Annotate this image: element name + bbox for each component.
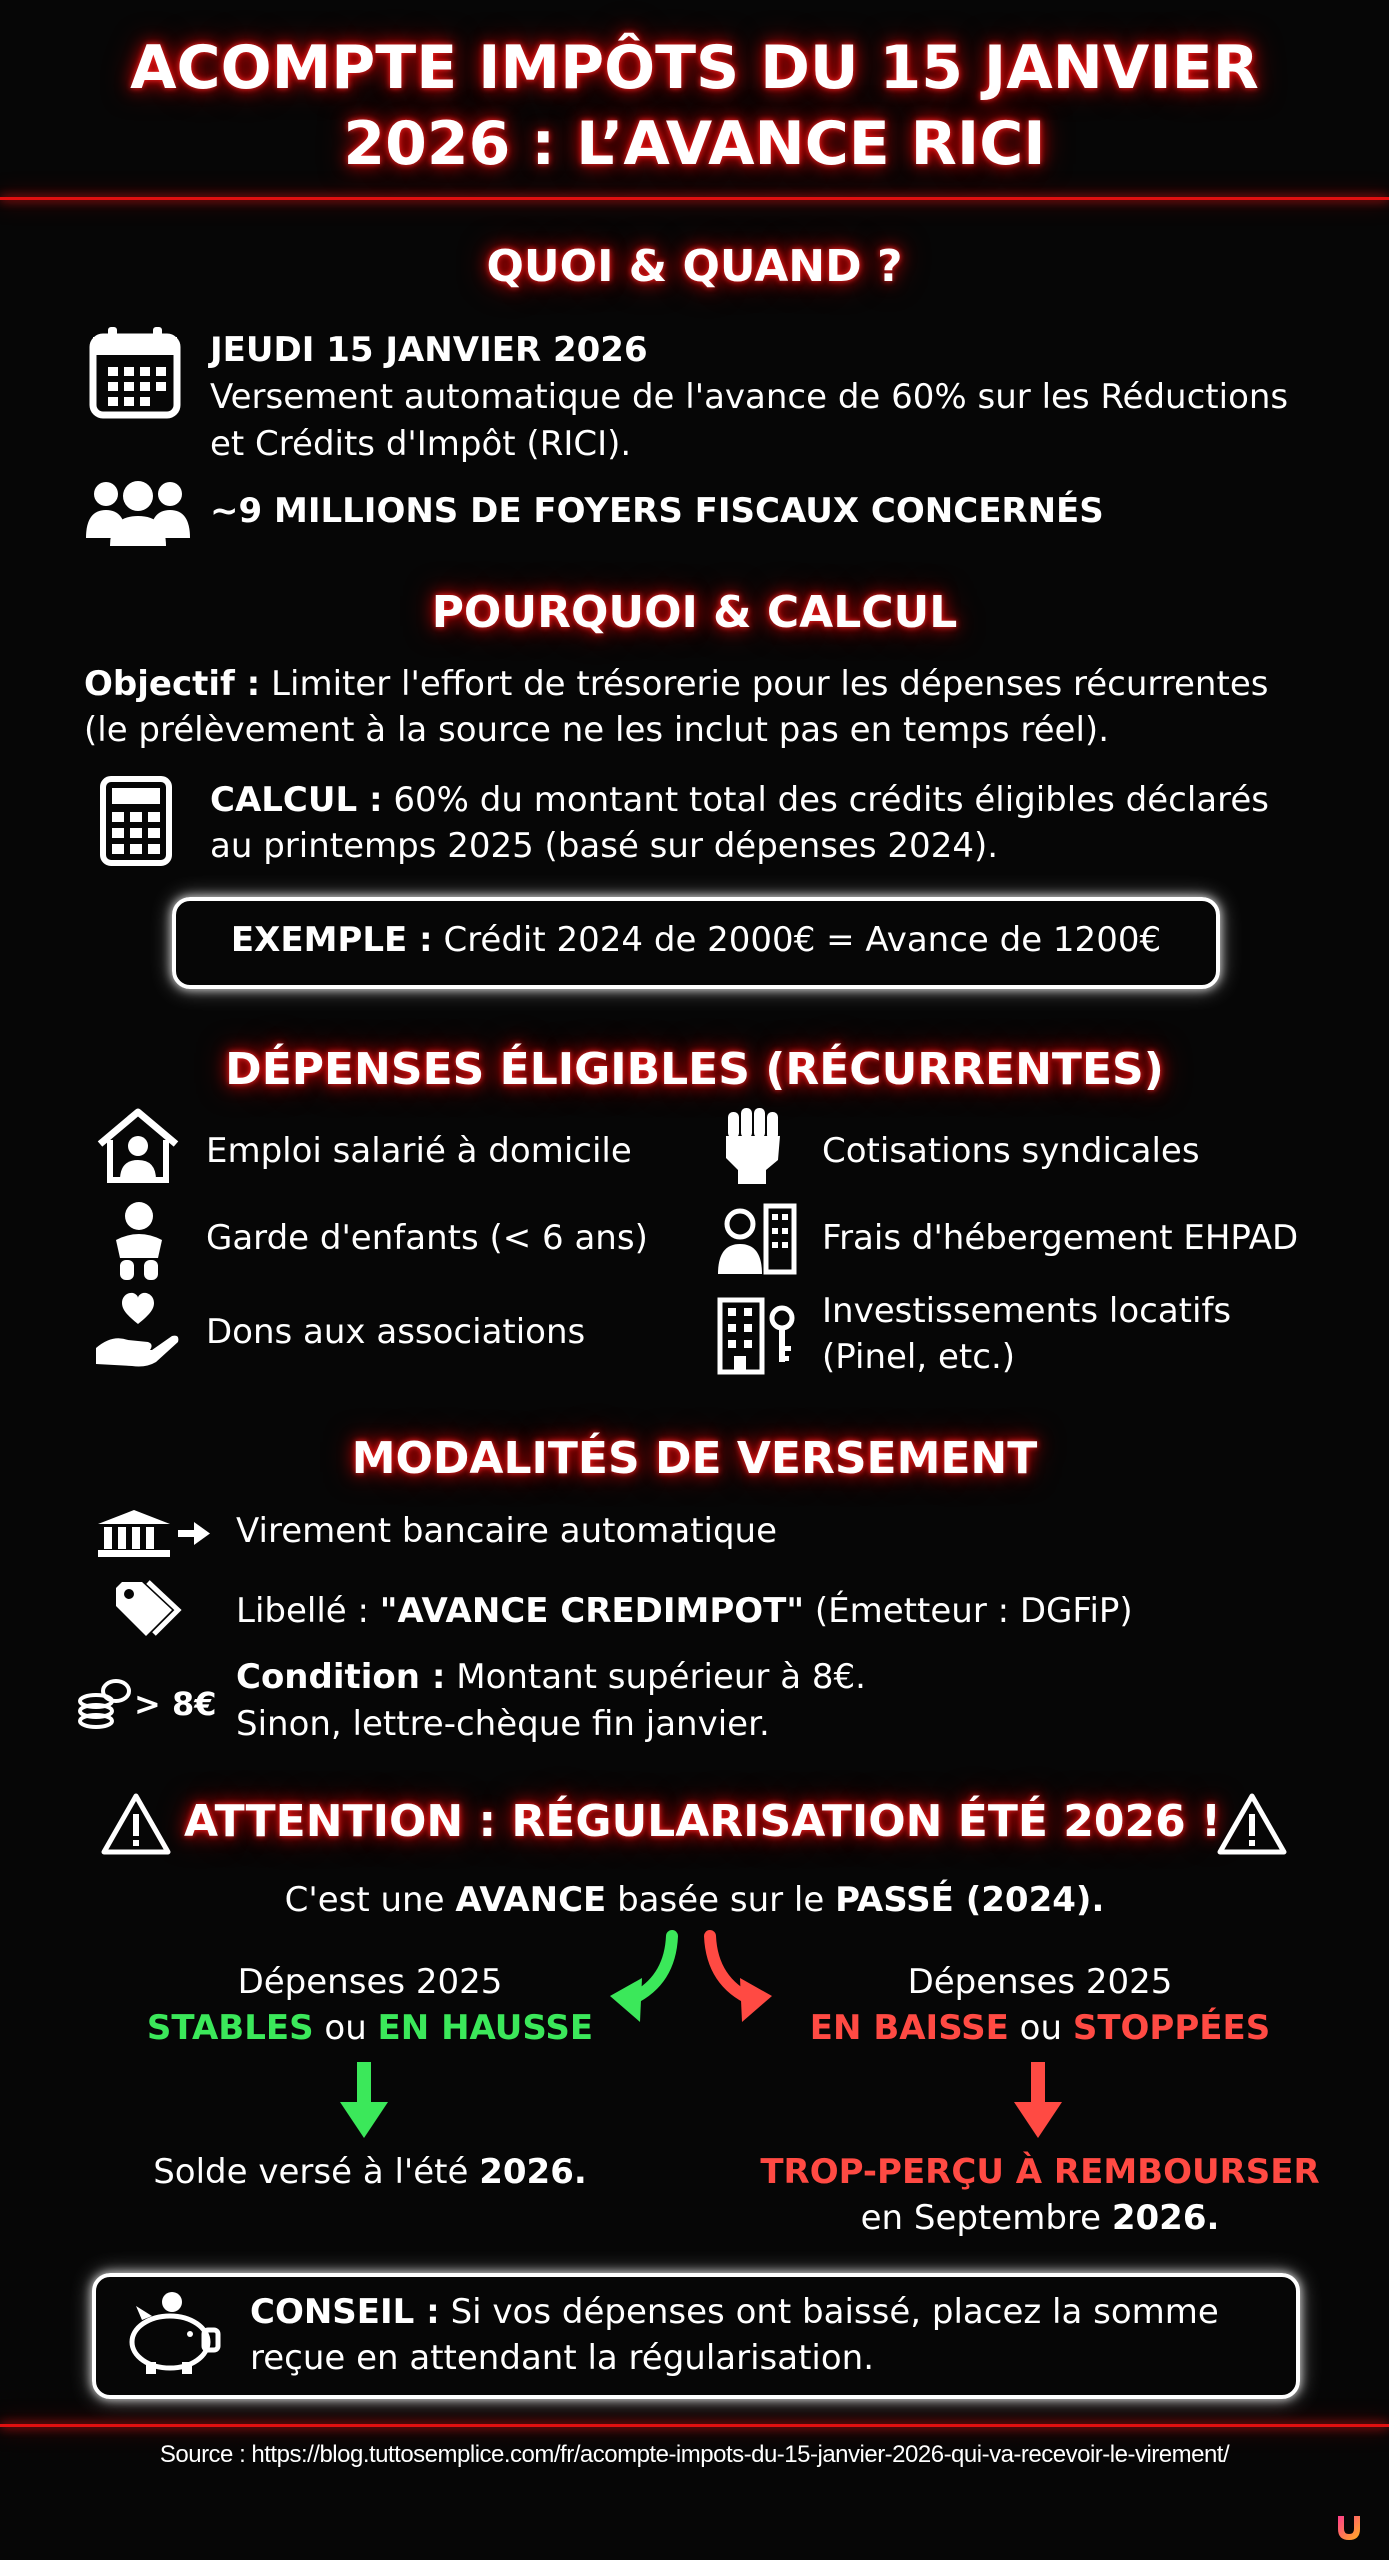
coins-icon — [76, 1677, 132, 1729]
brand-logo-icon — [1334, 2512, 1364, 2542]
attention-heading: ATTENTION : RÉGULARISATION ÉTÉ 2026 ! — [184, 1796, 1222, 1847]
depense-ehpad: Frais d'hébergement EHPAD — [822, 1218, 1299, 1258]
calcul-line-1: CALCUL : 60% du montant total des crédits éligibles déclarés — [210, 780, 1269, 820]
red-down-arrow-icon — [1010, 2060, 1066, 2140]
footer-divider — [0, 2424, 1389, 2427]
section-depenses-heading: DÉPENSES ÉLIGIBLES (RÉCURRENTES) — [225, 1044, 1164, 1095]
left-case-words: STABLES ou EN HAUSSE — [146, 2008, 594, 2048]
building-key-icon — [716, 1296, 798, 1376]
left-case-title: Dépenses 2025 — [237, 1962, 503, 2002]
section-pourquoi-heading: POURQUOI & CALCUL — [431, 587, 958, 638]
raised-fist-icon — [720, 1104, 786, 1186]
right-case-words: EN BAISSE ou STOPPÉES — [809, 2008, 1271, 2048]
coin-threshold-label: > 8€ — [134, 1685, 217, 1723]
depense-dons: Dons aux associations — [206, 1312, 586, 1352]
date-line-2: et Crédits d'Impôt (RICI). — [210, 424, 632, 464]
condition-line-1: Condition : Montant supérieur à 8€. — [236, 1657, 866, 1697]
piggy-bank-icon — [120, 2290, 226, 2374]
people-icon — [84, 476, 192, 546]
exemple-text: EXEMPLE : Crédit 2024 de 2000€ = Avance de 1200€ — [230, 920, 1162, 960]
tag-icon — [112, 1580, 188, 1640]
conseil-line-2: reçue en attendant la régularisation. — [250, 2338, 875, 2378]
attention-subtitle: C'est une AVANCE basée sur le PASSÉ (2024). — [284, 1880, 1105, 1920]
depense-emploi: Emploi salarié à domicile — [206, 1131, 632, 1171]
title-line-2: 2026 : L’AVANCE RICI — [343, 109, 1046, 179]
depense-cotisations: Cotisations syndicales — [822, 1131, 1200, 1171]
libelle-text: Libellé : "AVANCE CREDIMPOT" (Émetteur : DGFiP) — [236, 1591, 1133, 1631]
title-divider — [0, 197, 1389, 200]
date-line-1: Versement automatique de l'avance de 60% sur les Réductions — [210, 377, 1289, 417]
objectif-line-2: (le prélèvement à la source ne les inclut pas en temps réel). — [84, 710, 1109, 750]
right-case-result-2: en Septembre 2026. — [860, 2198, 1220, 2238]
donation-hand-icon — [92, 1290, 184, 1370]
depense-investissements-detail: (Pinel, etc.) — [822, 1337, 1016, 1377]
depense-garde: Garde d'enfants (< 6 ans) — [206, 1218, 648, 1258]
warning-icon-right — [1216, 1792, 1288, 1856]
calendar-icon — [88, 325, 182, 420]
depense-investissements: Investissements locatifs — [822, 1291, 1232, 1331]
right-case-result-1: TROP-PERÇU À REMBOURSER — [760, 2152, 1320, 2192]
section-modalites-heading: MODALITÉS DE VERSEMENT — [351, 1433, 1038, 1484]
calcul-line-2: au printemps 2025 (basé sur dépenses 2024). — [210, 826, 999, 866]
foyers-text: ~9 MILLIONS DE FOYERS FISCAUX CONCERNÉS — [210, 491, 1104, 531]
section-quoi-heading: QUOI & QUAND ? — [486, 241, 903, 292]
calculator-icon — [100, 776, 172, 866]
home-worker-icon — [96, 1108, 180, 1184]
condition-line-2: Sinon, lettre-chèque fin janvier. — [236, 1704, 770, 1744]
title-line-1: ACOMPTE IMPÔTS DU 15 JANVIER — [130, 33, 1259, 103]
bank-transfer-icon — [96, 1508, 212, 1558]
warning-icon-left — [100, 1792, 172, 1856]
baby-icon — [106, 1200, 172, 1282]
virement-text: Virement bancaire automatique — [236, 1511, 778, 1551]
green-down-arrow-icon — [336, 2060, 392, 2140]
conseil-line-1: CONSEIL : Si vos dépenses ont baissé, placez la somme — [250, 2292, 1219, 2332]
page-title — [0, 30, 1389, 182]
right-case-title: Dépenses 2025 — [907, 1962, 1173, 2002]
left-case-result: Solde versé à l'été 2026. — [153, 2152, 587, 2192]
source-link[interactable]: Source : https://blog.tuttosemplice.com/fr/acompte-impots-du-15-janvier-2026-qui-va-recevoir-le-virement/ — [159, 2441, 1230, 2468]
objectif-line-1: Objectif : Limiter l'effort de trésorerie pour les dépenses récurrentes — [84, 664, 1269, 704]
date-title: JEUDI 15 JANVIER 2026 — [210, 330, 648, 370]
elderly-care-icon — [716, 1200, 798, 1276]
